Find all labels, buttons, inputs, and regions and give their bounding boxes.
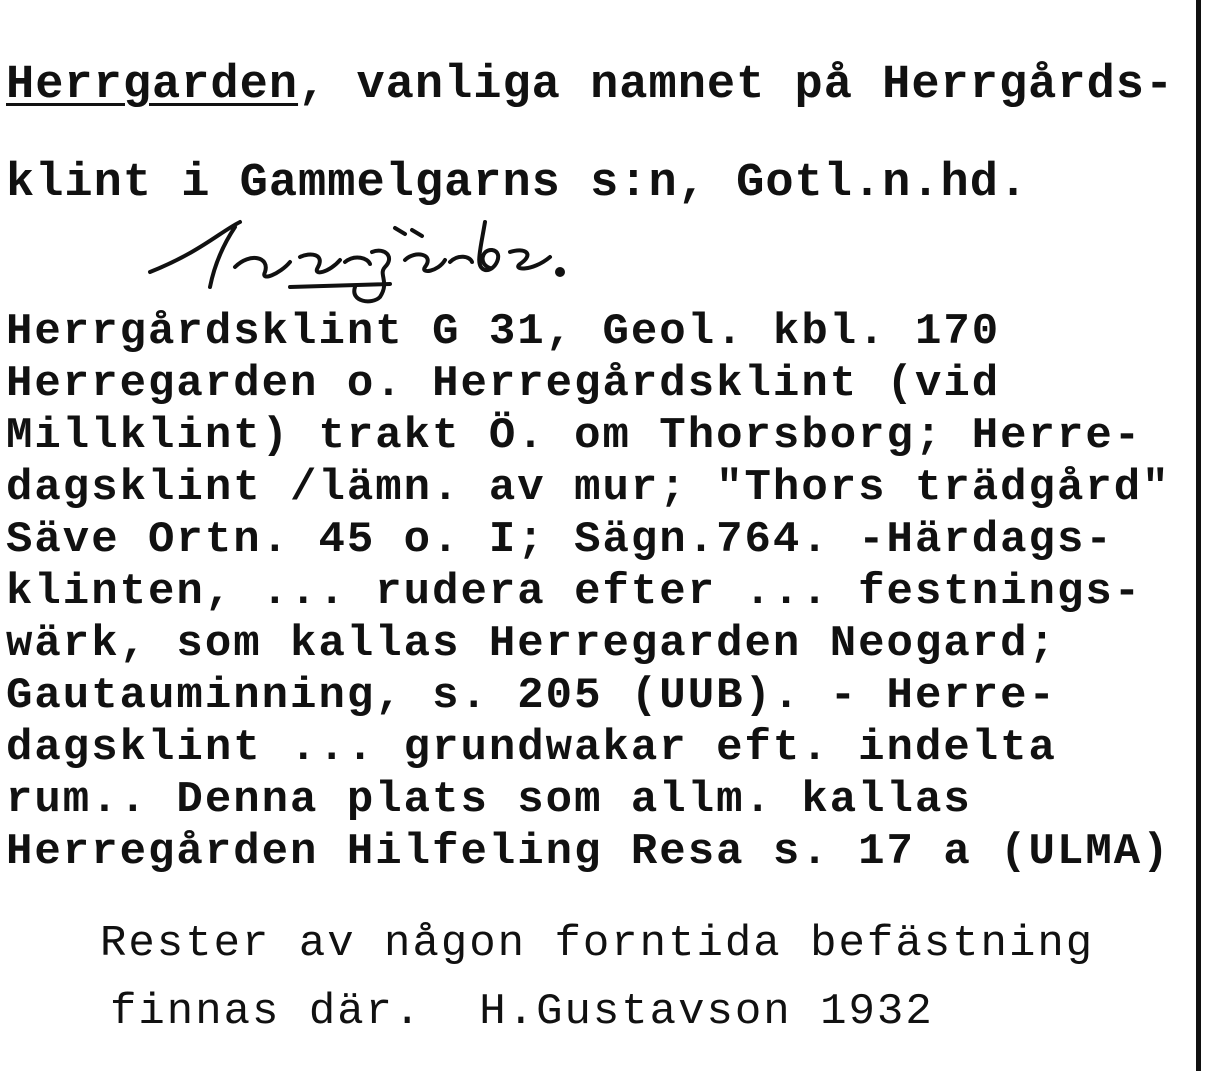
body-line: klinten, ... rudera efter ... festnings- xyxy=(6,567,1143,617)
body-line: Gautauminning, s. 205 (UUB). - Herre- xyxy=(6,671,1057,721)
body-line: Herrgårdsklint G 31, Geol. kbl. 170 xyxy=(6,307,1001,357)
body-line: Herregården Hilfeling Resa s. 17 a (ULMA) xyxy=(6,827,1171,877)
body-line: wärk, som kallas Herregarden Neogard; xyxy=(6,619,1057,669)
headword: Herrgarden xyxy=(6,59,299,112)
body-line: dagsklint ... grundwakar eft. indelta xyxy=(6,723,1057,773)
body-line: Millklint) trakt Ö. om Thorsborg; Herre- xyxy=(6,411,1143,461)
body-line: Herregarden o. Herregårdsklint (vid xyxy=(6,359,1001,409)
footer-signature-line: finnas där. H.Gustavson 1932 xyxy=(110,987,934,1037)
body-line: Säve Ortn. 45 o. I; Sägn.764. -Härdags- xyxy=(6,515,1114,565)
body-line: rum.. Denna plats som allm. kallas xyxy=(6,775,972,825)
card-heading xyxy=(6,59,1175,112)
footer-line: Rester av någon forntida befästning xyxy=(100,919,1095,969)
heading-rest: , vanliga namnet på Herrgårds- xyxy=(298,59,1175,112)
card-right-edge xyxy=(1196,0,1201,1071)
handwritten-annotation xyxy=(140,212,610,307)
body-line: dagsklint /lämn. av mur; "Thors trädgård" xyxy=(6,463,1171,513)
heading-line-2: klint i Gammelgarns s:n, Gotl.n.hd. xyxy=(6,157,1029,210)
